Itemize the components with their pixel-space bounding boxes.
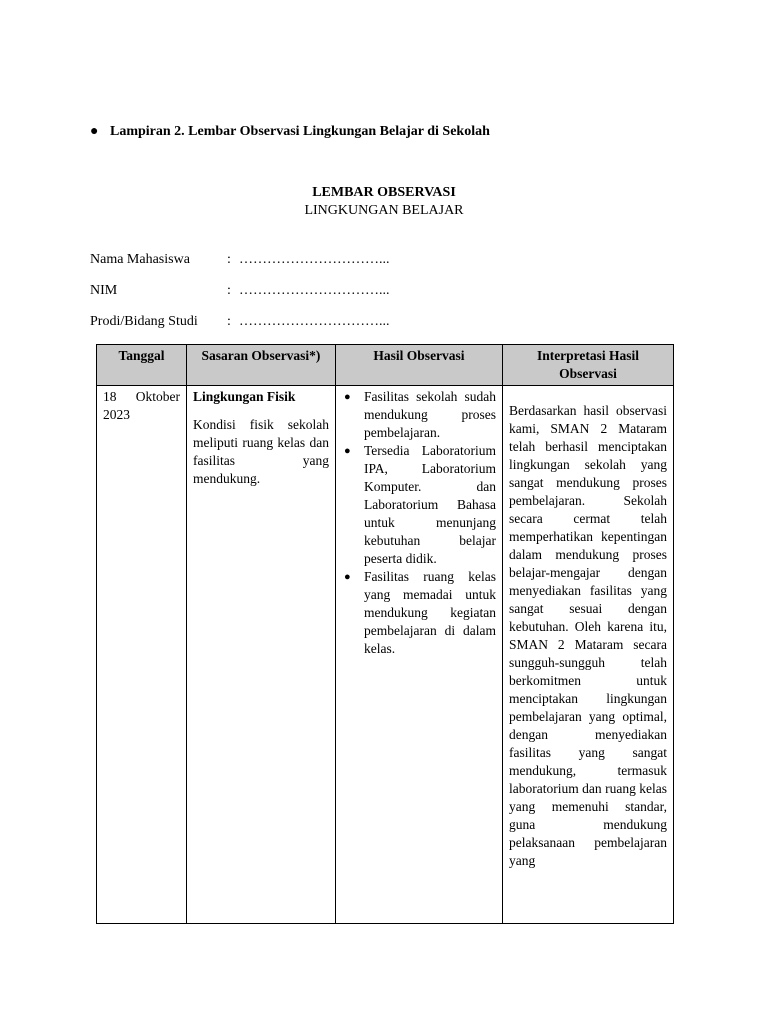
cell-tanggal: 18 Oktober 2023 bbox=[97, 386, 187, 924]
bullet-icon: ● bbox=[90, 124, 99, 139]
field-value: …………………………... bbox=[239, 252, 390, 267]
cell-hasil bbox=[336, 386, 503, 924]
header-tanggal: Tanggal bbox=[97, 345, 187, 386]
field-value: …………………………... bbox=[239, 283, 390, 298]
list-item: ● Fasilitas sekolah sudah mendukung proses pembelajaran. bbox=[342, 388, 496, 442]
table-row bbox=[97, 386, 674, 924]
appendix-heading-text: Lampiran 2. Lembar Observasi Lingkungan Belajar di Sekolah bbox=[110, 124, 490, 139]
document-title: LEMBAR OBSERVASI bbox=[312, 185, 456, 200]
field-label: NIM bbox=[90, 283, 118, 298]
document-subtitle: LINGKUNGAN BELAJAR bbox=[304, 203, 464, 218]
list-item: ● Tersedia Laboratorium IPA, Laboratorium Komputer. dan Laboratorium Bahasa untuk menunjang kebutuhan belajar peserta didik. bbox=[342, 442, 496, 568]
field-label: Nama Mahasiswa bbox=[90, 252, 190, 267]
interpretasi-text: Berdasarkan hasil observasi kami, SMAN 2 Mataram telah berhasil menciptakan lingkungan sekolah yang sangat mendukung proses pembelajaran. Sekolah secara cermat telah memperhatikan kepentingan dalam mendukung proses belajar-mengajar dengan menyediakan fasilitas yang sangat sesuai dengan kebutuhan. Oleh karena itu, SMAN 2 Mataram secara sungguh-sungguh telah berkomitmen untuk menciptakan lingkungan pembelajaran yang optimal, dengan menyediakan fasilitas yang sangat mendukung, termasuk laboratorium dan ruang kelas yang memenuhi standar, guna mendukung pelaksanaan pembelajaran yang bbox=[509, 403, 667, 868]
hasil-list bbox=[342, 388, 496, 658]
sasaran-text: Kondisi fisik sekolah meliputi ruang kelas dan fasilitas yang mendukung. bbox=[193, 417, 329, 486]
table-header-row bbox=[97, 345, 674, 386]
header-hasil: Hasil Observasi bbox=[336, 345, 503, 386]
cell-interpretasi bbox=[503, 386, 674, 924]
field-label: Prodi/Bidang Studi bbox=[90, 314, 198, 329]
field-value: …………………………... bbox=[239, 314, 390, 329]
field-colon: : bbox=[227, 314, 231, 329]
sasaran-title: Lingkungan Fisik bbox=[193, 389, 296, 404]
field-prodi bbox=[90, 314, 390, 330]
field-colon: : bbox=[227, 283, 231, 298]
appendix-heading bbox=[90, 124, 490, 140]
field-colon: : bbox=[227, 252, 231, 267]
field-nama-mahasiswa bbox=[90, 252, 390, 268]
header-sasaran: Sasaran Observasi*) bbox=[187, 345, 336, 386]
cell-sasaran bbox=[187, 386, 336, 924]
observation-table bbox=[96, 344, 674, 924]
list-item: ● Fasilitas ruang kelas yang memadai untuk mendukung kegiatan pembelajaran di dalam kelas. bbox=[342, 568, 496, 658]
field-nim bbox=[90, 283, 390, 299]
header-interpretasi: Interpretasi Hasil Observasi bbox=[503, 345, 674, 386]
